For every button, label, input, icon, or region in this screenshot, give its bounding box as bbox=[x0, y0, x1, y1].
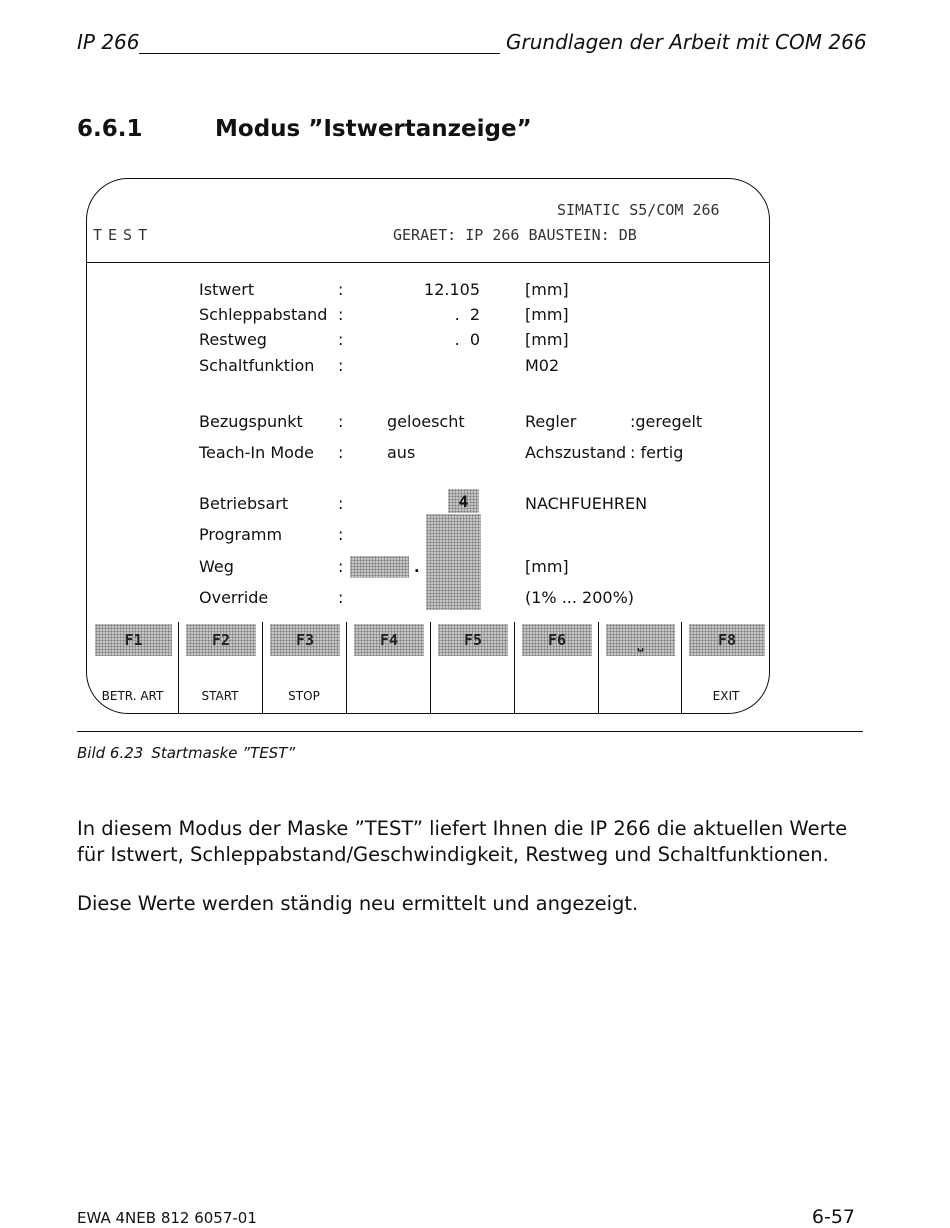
weg-input[interactable] bbox=[350, 556, 409, 578]
section-number: 6.6.1 bbox=[77, 116, 143, 142]
field-unit: [mm] bbox=[525, 280, 569, 299]
control-unit: [mm] bbox=[525, 557, 569, 576]
field-unit: [mm] bbox=[525, 305, 569, 324]
control-colon: : bbox=[338, 494, 344, 513]
section-title: Modus ”Istwertanzeige” bbox=[215, 116, 532, 142]
control-label: Override bbox=[199, 588, 269, 607]
figure-rule bbox=[77, 731, 863, 732]
screen-separator bbox=[87, 262, 769, 263]
screen-mask-name: TEST bbox=[93, 226, 154, 244]
footer-doc-number: EWA 4NEB 812 6057-01 bbox=[77, 1209, 257, 1227]
fkey-cap: F5 bbox=[438, 624, 508, 656]
field-value: . 2 bbox=[454, 305, 480, 324]
fkey-cap: ␣ bbox=[606, 624, 675, 656]
fkey-f4[interactable] bbox=[346, 622, 430, 713]
control-label: Betriebsart bbox=[199, 494, 289, 513]
field-unit: [mm] bbox=[525, 330, 569, 349]
fkey-cap: F2 bbox=[186, 624, 256, 656]
field-colon: : bbox=[338, 280, 344, 299]
fkey-label: EXIT bbox=[712, 689, 740, 703]
figure-number: Bild 6.23 bbox=[77, 744, 144, 762]
control-colon: : bbox=[338, 525, 344, 544]
fkey-cap: F4 bbox=[354, 624, 424, 656]
field-unit: M02 bbox=[525, 356, 560, 375]
status-colon: : bbox=[338, 443, 344, 462]
control-colon: : bbox=[338, 588, 344, 607]
control-unit: (1% ... 200%) bbox=[525, 588, 635, 607]
status-right-label: Regler bbox=[525, 412, 577, 431]
field-colon: : bbox=[338, 356, 344, 375]
fkey-f6[interactable] bbox=[514, 622, 598, 713]
fkey-cap: F6 bbox=[522, 624, 592, 656]
figure-caption-text: Startmaske ”TEST” bbox=[151, 744, 296, 762]
figure-caption bbox=[77, 744, 295, 762]
status-label: Teach-In Mode bbox=[199, 443, 314, 462]
fkey-divider bbox=[430, 622, 431, 713]
body-paragraph-1: In diesem Modus der Maske ”TEST” liefert Ihnen die IP 266 die aktuellen Werte für Istwert, Schleppabstand/Geschwindigkeit, Restweg und Schaltfunktionen. bbox=[77, 817, 848, 866]
fkey-divider bbox=[346, 622, 347, 713]
function-key-bar bbox=[87, 622, 769, 713]
fkey-f7[interactable] bbox=[598, 622, 681, 713]
fkey-f3[interactable] bbox=[262, 622, 346, 713]
status-right-value: :geregelt bbox=[630, 412, 703, 431]
fkey-f5[interactable] bbox=[430, 622, 514, 713]
status-value: aus bbox=[387, 443, 416, 462]
fkey-f2[interactable] bbox=[178, 622, 262, 713]
control-colon: : bbox=[338, 557, 344, 576]
status-right-value: : fertig bbox=[630, 443, 684, 462]
running-header-right: Grundlagen der Arbeit mit COM 266 bbox=[506, 30, 867, 54]
field-label: Restweg bbox=[199, 330, 267, 349]
header-rule bbox=[139, 53, 500, 54]
fkey-cap: F3 bbox=[270, 624, 340, 656]
fkey-divider bbox=[598, 622, 599, 713]
field-label: Schaltfunktion bbox=[199, 356, 315, 375]
input-column-shading bbox=[426, 514, 481, 610]
weg-decimal-point: . bbox=[412, 557, 422, 576]
fkey-divider bbox=[514, 622, 515, 713]
field-label: Schleppabstand bbox=[199, 305, 328, 324]
status-label: Bezugspunkt bbox=[199, 412, 303, 431]
field-colon: : bbox=[338, 330, 344, 349]
running-header-left: IP 266 bbox=[77, 30, 140, 54]
control-unit: NACHFUEHREN bbox=[525, 494, 648, 513]
betriebsart-input[interactable]: 4 bbox=[448, 489, 479, 513]
fkey-cap: F1 bbox=[95, 624, 172, 656]
fkey-f8[interactable] bbox=[681, 622, 770, 713]
fkey-label: BETR. ART bbox=[101, 689, 164, 703]
body-paragraph-2: Diese Werte werden ständig neu ermittelt und angezeigt. bbox=[77, 892, 639, 915]
screen-brand: SIMATIC S5/COM 266 bbox=[557, 201, 720, 219]
test-screen bbox=[86, 178, 770, 714]
fkey-label: STOP bbox=[288, 689, 320, 703]
fkey-f1[interactable] bbox=[87, 622, 178, 713]
field-label: Istwert bbox=[199, 280, 255, 299]
control-label: Programm bbox=[199, 525, 283, 544]
page-number: 6-57 bbox=[811, 1206, 855, 1228]
field-value: . 0 bbox=[454, 330, 480, 349]
field-colon: : bbox=[338, 305, 344, 324]
control-label: Weg bbox=[199, 557, 234, 576]
status-colon: : bbox=[338, 412, 344, 431]
screen-device-info: GERAET: IP 266 BAUSTEIN: DB bbox=[393, 226, 637, 244]
fkey-label: START bbox=[201, 689, 239, 703]
field-value: 12.105 bbox=[424, 280, 480, 299]
status-right-label: Achszustand bbox=[525, 443, 627, 462]
status-value: geloescht bbox=[387, 412, 465, 431]
fkey-cap: F8 bbox=[689, 624, 765, 656]
